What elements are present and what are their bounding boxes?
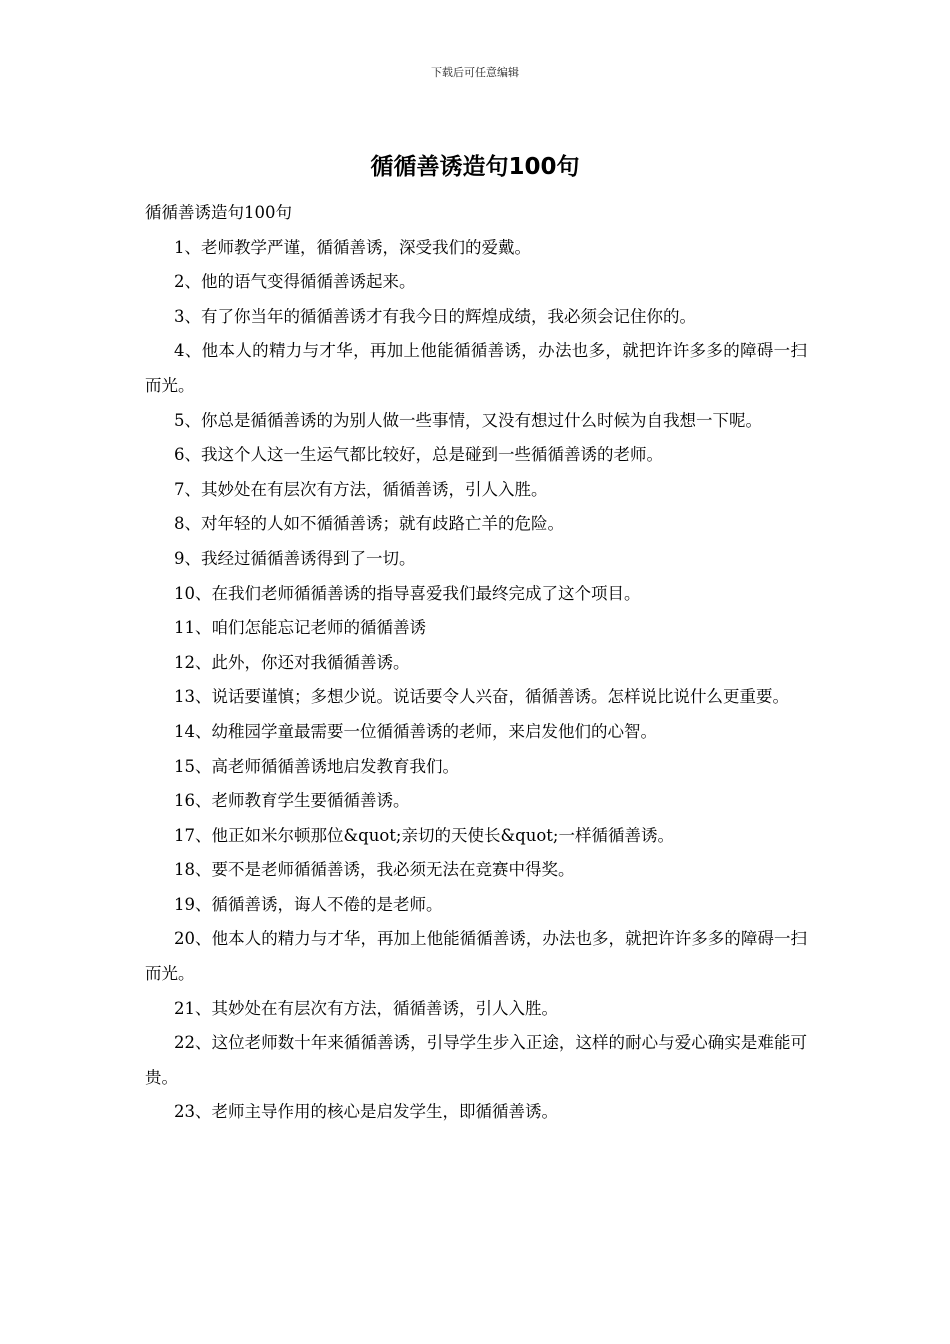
page-header-note: 下载后可任意编辑 [431,66,519,79]
document-body [145,196,807,1130]
sentence-23: 23、老师主导作用的核心是启发学生，即循循善诱。 [174,1102,558,1122]
sentence-11: 11、咱们怎能忘记老师的循循善诱 [174,618,426,638]
sentence-1: 1、老师教学严谨，循循善诱，深受我们的爱戴。 [174,237,531,257]
document-title: 循循善诱造句100句 [370,154,580,180]
sentence-2: 2、他的语气变得循循善诱起来。 [174,272,416,292]
sentence-16: 16、老师教育学生要循循善诱。 [174,791,410,811]
sentence-3: 3、有了你当年的循循善诱才有我今日的辉煌成绩，我必须会记住你的。 [174,306,696,326]
sentence-20: 20、他本人的精力与才华，再加上他能循循善诱，办法也多，就把许许多多的障碍一扫而光。 [145,929,807,984]
sentence-15: 15、高老师循循善诱地启发教育我们。 [174,756,459,776]
sentence-12: 12、此外，你还对我循循善诱。 [174,652,410,672]
sentence-9: 9、我经过循循善诱得到了一切。 [174,548,416,568]
sentence-7: 7、其妙处在有层次有方法，循循善诱，引人入胜。 [174,479,548,499]
document-subtitle: 循循善诱造句100句 [145,203,292,222]
sentence-21: 21、其妙处在有层次有方法，循循善诱，引人入胜。 [174,998,558,1018]
sentence-22: 22、这位老师数十年来循循善诱，引导学生步入正途，这样的耐心与爱心确实是难能可贵。 [145,1033,807,1087]
sentence-4: 4、他本人的精力与才华，再加上他能循循善诱，办法也多，就把许许多多的障碍一扫而光。 [145,341,807,395]
sentence-6: 6、我这个人这一生运气都比较好，总是碰到一些循循善诱的老师。 [174,445,663,465]
sentence-8: 8、对年轻的人如不循循善诱；就有歧路亡羊的危险。 [174,514,564,534]
sentence-14: 14、幼稚园学童最需要一位循循善诱的老师，来启发他们的心智。 [174,721,657,741]
sentence-17: 17、他正如米尔顿那位&quot;亲切的天使长&quot;一样循循善诱。 [174,825,674,845]
sentence-5: 5、你总是循循善诱的为别人做一些事情，又没有想过什么时候为自我想一下呢。 [174,410,762,430]
sentence-18: 18、要不是老师循循善诱，我必须无法在竞赛中得奖。 [174,860,575,880]
sentence-13: 13、说话要谨慎；多想少说。说话要令人兴奋，循循善诱。怎样说比说什么更重要。 [174,687,789,707]
sentence-19: 19、循循善诱，诲人不倦的是老师。 [174,894,443,914]
sentence-10: 10、在我们老师循循善诱的指导喜爱我们最终完成了这个项目。 [174,583,641,603]
